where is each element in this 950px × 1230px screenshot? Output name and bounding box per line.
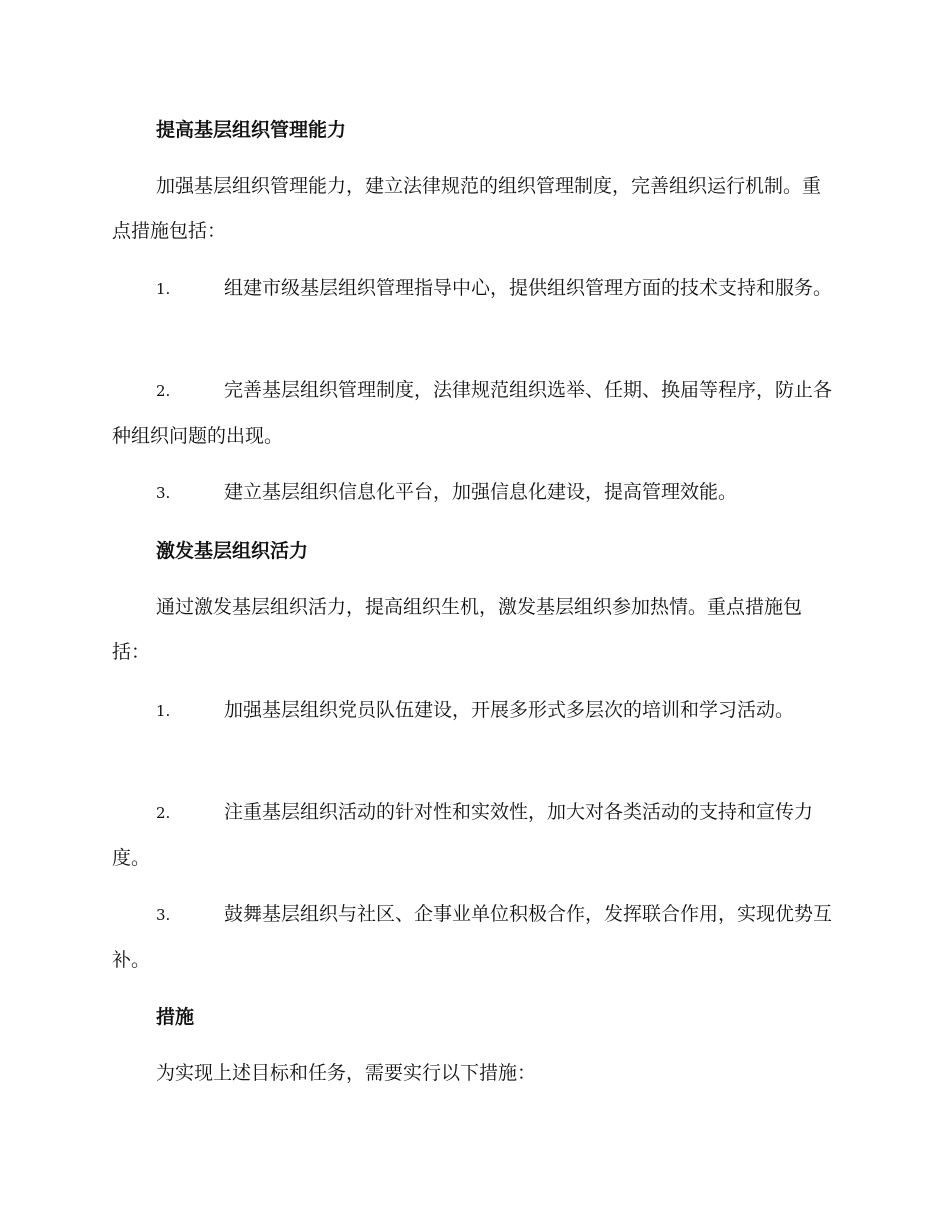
list-text: 完善基层组织管理制度，法律规范组织选举、任期、换届等程序，防止各种组织问题的出现。 <box>112 379 833 447</box>
section-heading: 激发基层组织活力 <box>156 540 309 562</box>
section-heading: 提高基层组织管理能力 <box>156 119 347 141</box>
section-intro: 通过激发基层组织活力，提高组织生机，激发基层组织参加热情。重点措施包括： <box>112 596 803 663</box>
list-number: 3. <box>156 484 171 502</box>
list-item <box>112 368 836 459</box>
list-item <box>112 470 836 516</box>
list-number: 2. <box>156 382 171 400</box>
list-text: 鼓舞基层组织与社区、企事业单位积极合作，发挥联合作用，实现优势互补。 <box>112 903 833 971</box>
list-text: 注重基层组织活动的针对性和实效性，加大对各类活动的支持和宣传力度。 <box>112 801 814 869</box>
list-item <box>112 892 836 983</box>
list-text: 加强基层组织党员队伍建设，开展多形式多层次的培训和学习活动。 <box>224 699 795 721</box>
section-heading: 措施 <box>156 1006 195 1028</box>
list-text: 建立基层组织信息化平台，加强信息化建设，提高管理效能。 <box>224 481 738 503</box>
list-number: 1. <box>156 702 171 720</box>
list-item <box>112 790 836 881</box>
list-text: 组建市级基层组织管理指导中心，提供组织管理方面的技术支持和服务。 <box>224 277 833 299</box>
list-number: 1. <box>156 280 171 298</box>
list-item <box>112 266 836 312</box>
list-number: 2. <box>156 804 171 822</box>
section-intro: 加强基层组织管理能力，建立法律规范的组织管理制度，完善组织运行机制。重点措施包括： <box>112 175 822 242</box>
section-intro: 为实现上述目标和任务，需要实行以下措施： <box>156 1062 537 1084</box>
list-number: 3. <box>156 906 171 924</box>
list-item <box>112 688 836 734</box>
